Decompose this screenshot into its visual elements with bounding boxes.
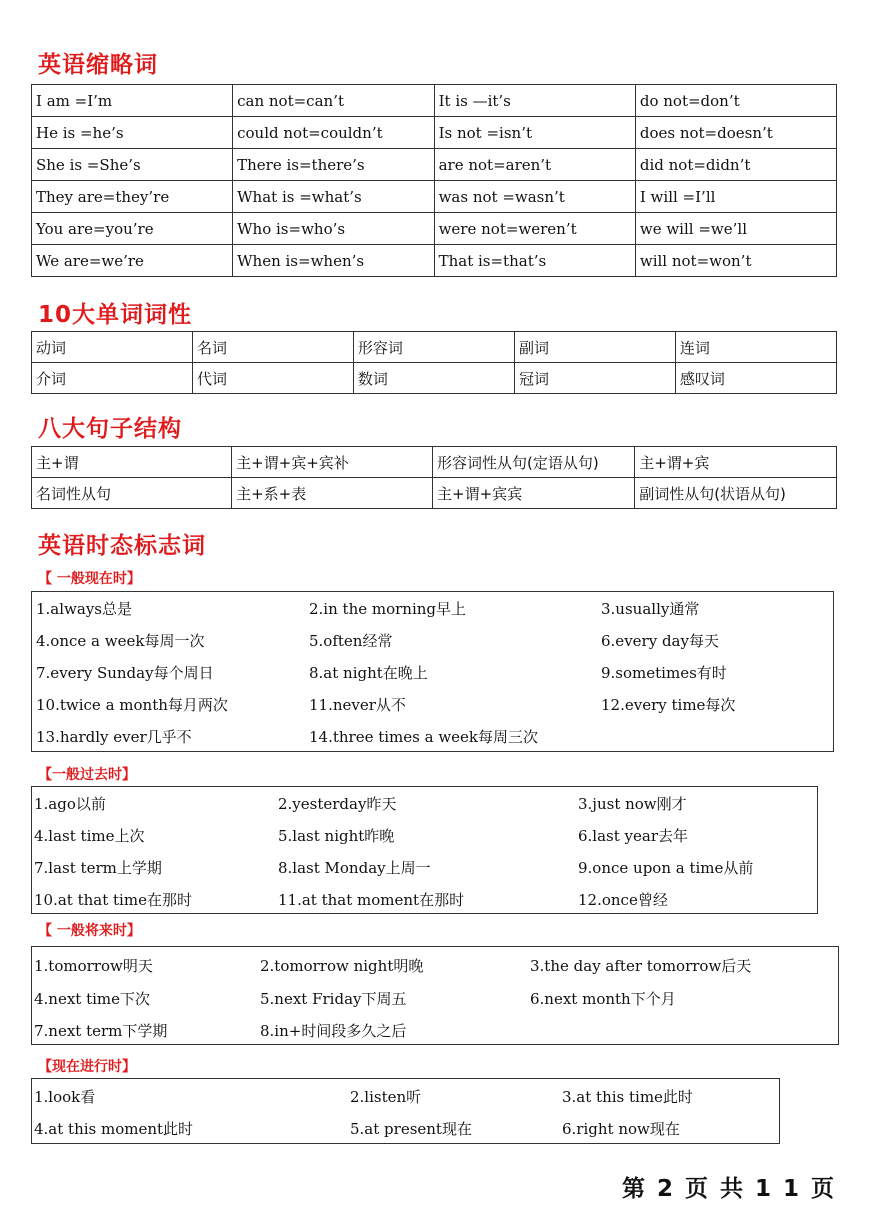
list-item: 6.every day每天 xyxy=(601,632,719,650)
simple-future-box xyxy=(31,946,839,1045)
list-item: 5.last night昨晚 xyxy=(278,827,395,845)
table-cell: 介词 xyxy=(32,363,193,394)
abbrev-heading: 英语缩略词 xyxy=(38,52,158,78)
table-row xyxy=(32,447,837,478)
present-continuous-label: 【现在进行时】 xyxy=(38,1059,136,1075)
list-item: 8.in+时间段多久之后 xyxy=(260,1022,407,1040)
simple-past-label: 【一般过去时】 xyxy=(38,767,136,783)
table-cell: were not=weren’t xyxy=(434,213,635,245)
list-item: 1.look看 xyxy=(34,1088,96,1106)
table-cell: I will =I’ll xyxy=(635,181,836,213)
table-cell: They are=they’re xyxy=(32,181,233,213)
list-item: 1.tomorrow明天 xyxy=(34,957,153,975)
list-item: 2.listen听 xyxy=(350,1088,422,1106)
table-cell: 名词性从句 xyxy=(32,478,232,509)
table-cell: was not =wasn’t xyxy=(434,181,635,213)
table-row xyxy=(32,181,837,213)
list-item: 7.next term下学期 xyxy=(34,1022,168,1040)
table-cell: 形容词性从句(定语从句) xyxy=(433,447,635,478)
list-item: 3.usually通常 xyxy=(601,600,700,618)
page-number: 第 2 页 共 1 1 页 xyxy=(621,1176,836,1202)
table-cell: 主+谓 xyxy=(32,447,232,478)
table-cell: It is —it’s xyxy=(434,85,635,117)
table-cell: 主+谓+宾 xyxy=(635,447,837,478)
table-cell: 副词 xyxy=(514,332,675,363)
table-cell: What is =what’s xyxy=(233,181,434,213)
table-cell: are not=aren’t xyxy=(434,149,635,181)
list-item: 2.tomorrow night明晚 xyxy=(260,957,424,975)
table-row xyxy=(32,245,837,277)
table-cell: 动词 xyxy=(32,332,193,363)
table-cell: 主+系+表 xyxy=(232,478,433,509)
list-item: 5.at present现在 xyxy=(350,1120,472,1138)
list-item: 6.right now现在 xyxy=(562,1120,680,1138)
list-item: 5.often经常 xyxy=(309,632,393,650)
present-continuous-box xyxy=(31,1078,780,1144)
list-item: 3.just now刚才 xyxy=(578,795,687,813)
table-cell: When is=when’s xyxy=(233,245,434,277)
table-cell: Who is=who’s xyxy=(233,213,434,245)
table-cell: 数词 xyxy=(353,363,514,394)
list-item: 6.next month下个月 xyxy=(530,990,676,1008)
list-item: 2.in the morning早上 xyxy=(309,600,467,618)
list-item: 10.at that time在那时 xyxy=(34,891,192,909)
pos-heading: 10大单词词性 xyxy=(38,302,193,328)
list-item: 6.last year去年 xyxy=(578,827,689,845)
table-cell: 代词 xyxy=(192,363,353,394)
table-cell: 连词 xyxy=(675,332,836,363)
list-item: 11.at that moment在那时 xyxy=(278,891,465,909)
list-item: 3.at this time此时 xyxy=(562,1088,693,1106)
list-item: 9.once upon a time从前 xyxy=(578,859,754,877)
list-item: 12.every time每次 xyxy=(601,696,736,714)
table-cell: 冠词 xyxy=(514,363,675,394)
list-item: 13.hardly ever几乎不 xyxy=(36,728,192,746)
list-item: 4.once a week每周一次 xyxy=(36,632,205,650)
list-item: 14.three times a week每周三次 xyxy=(309,728,539,746)
table-cell: He is =he’s xyxy=(32,117,233,149)
table-cell: Is not =isn’t xyxy=(434,117,635,149)
table-cell: 名词 xyxy=(192,332,353,363)
simple-past-box xyxy=(31,786,818,914)
simple-future-label: 【 一般将来时】 xyxy=(38,923,141,939)
table-cell: We are=we’re xyxy=(32,245,233,277)
table-cell: will not=won’t xyxy=(635,245,836,277)
list-item: 1.ago以前 xyxy=(34,795,106,813)
table-cell: 形容词 xyxy=(353,332,514,363)
table-row xyxy=(32,149,837,181)
table-cell: 感叹词 xyxy=(675,363,836,394)
list-item: 7.last term上学期 xyxy=(34,859,162,877)
table-row xyxy=(32,213,837,245)
table-row xyxy=(32,478,837,509)
table-cell: 主+谓+宾宾 xyxy=(433,478,635,509)
tenses-heading: 英语时态标志词 xyxy=(38,533,206,559)
structures-table xyxy=(31,446,837,509)
table-cell: does not=doesn’t xyxy=(635,117,836,149)
list-item: 7.every Sunday每个周日 xyxy=(36,664,214,682)
table-row xyxy=(32,117,837,149)
simple-present-box xyxy=(31,591,834,752)
list-item: 8.at night在晚上 xyxy=(309,664,428,682)
table-cell: You are=you’re xyxy=(32,213,233,245)
table-cell: 主+谓+宾+宾补 xyxy=(232,447,433,478)
table-row xyxy=(32,363,837,394)
table-cell: do not=don’t xyxy=(635,85,836,117)
table-row xyxy=(32,332,837,363)
table-cell: I am =I’m xyxy=(32,85,233,117)
table-cell: There is=there’s xyxy=(233,149,434,181)
table-cell: She is =She’s xyxy=(32,149,233,181)
list-item: 12.once曾经 xyxy=(578,891,668,909)
list-item: 1.always总是 xyxy=(36,600,133,618)
table-cell: That is=that’s xyxy=(434,245,635,277)
list-item: 4.last time上次 xyxy=(34,827,145,845)
list-item: 4.next time下次 xyxy=(34,990,151,1008)
list-item: 5.next Friday下周五 xyxy=(260,990,407,1008)
simple-present-label: 【 一般现在时】 xyxy=(38,571,141,587)
list-item: 8.last Monday上周一 xyxy=(278,859,431,877)
list-item: 11.never从不 xyxy=(309,696,406,714)
list-item: 4.at this moment此时 xyxy=(34,1120,194,1138)
table-cell: 副词性从句(状语从句) xyxy=(635,478,837,509)
pos-table xyxy=(31,331,837,394)
structures-heading: 八大句子结构 xyxy=(38,416,182,442)
list-item: 2.yesterday昨天 xyxy=(278,795,397,813)
table-cell: can not=can’t xyxy=(233,85,434,117)
table-row xyxy=(32,85,837,117)
list-item: 9.sometimes有时 xyxy=(601,664,727,682)
table-cell: did not=didn’t xyxy=(635,149,836,181)
table-cell: we will =we’ll xyxy=(635,213,836,245)
table-cell: could not=couldn’t xyxy=(233,117,434,149)
list-item: 10.twice a month每月两次 xyxy=(36,696,228,714)
list-item: 3.the day after tomorrow后天 xyxy=(530,957,752,975)
abbrev-table xyxy=(31,84,837,277)
